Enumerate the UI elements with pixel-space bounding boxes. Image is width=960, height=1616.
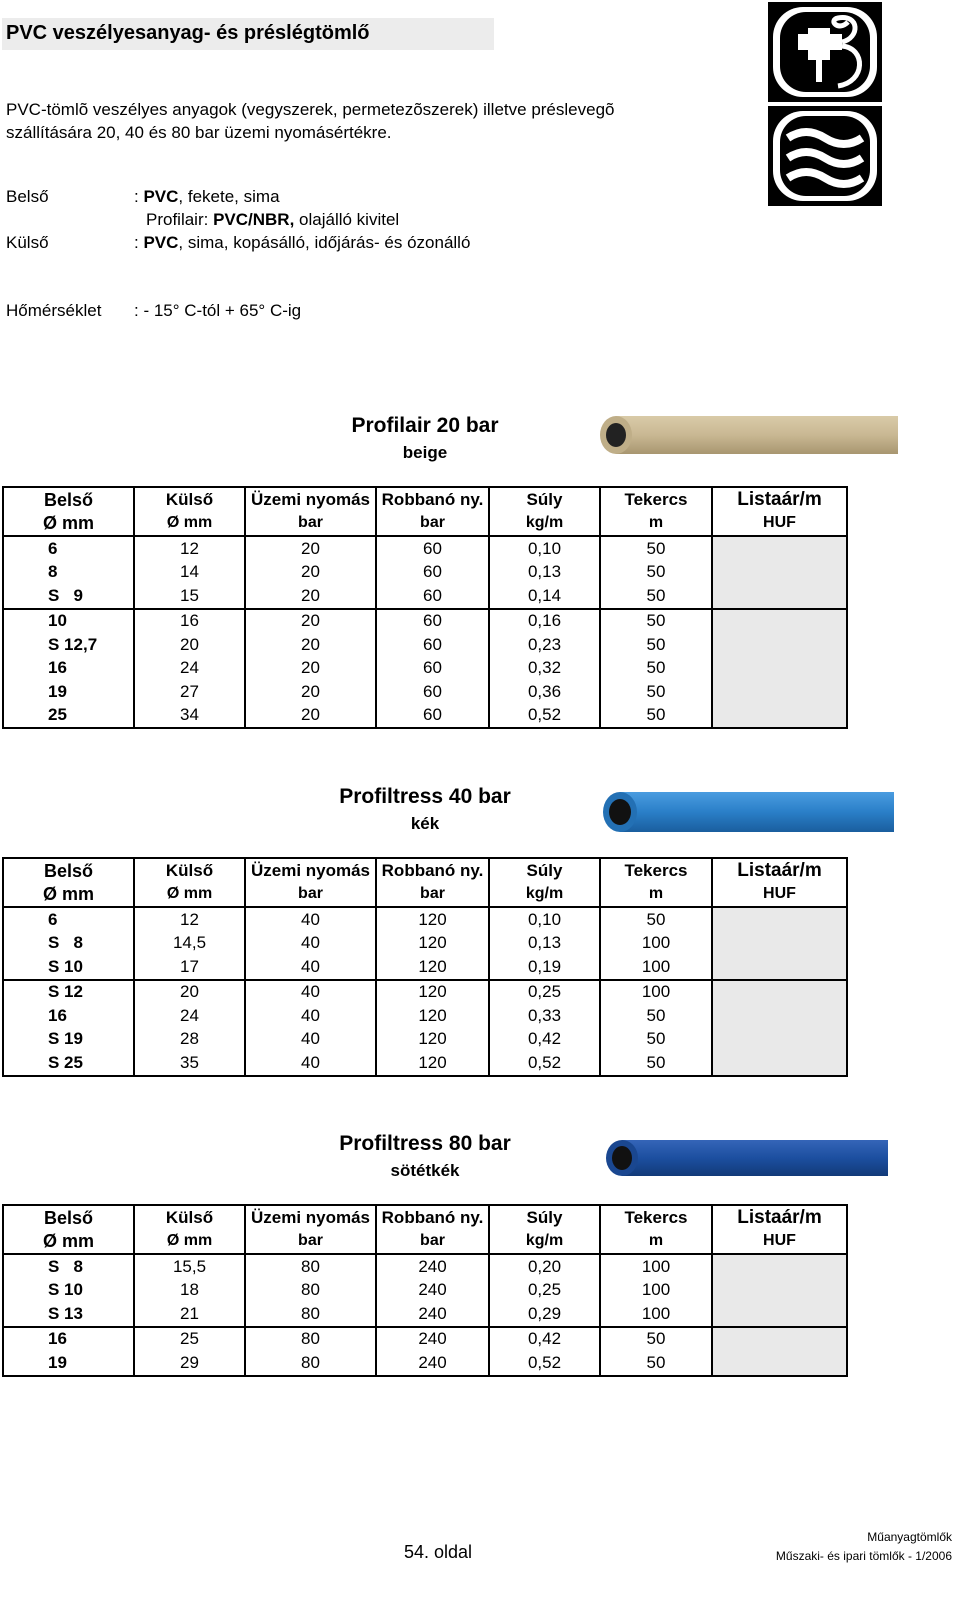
dark-blue-hose-image [602,1136,888,1180]
blue-hose-image [600,788,894,836]
inner-diameter-cell: 25 [3,704,134,729]
inner-diameter-cell: 19 [3,1351,134,1376]
table-cell: 0,13 [489,932,600,956]
table-header-cell: m [600,1230,712,1255]
section-1-table [2,486,848,729]
table-cell: 100 [600,980,712,1005]
table-cell: 40 [245,980,376,1005]
table-header-cell: Ø mm [134,1230,245,1255]
price-cell [712,633,847,657]
table-cell: 50 [600,536,712,561]
table-cell: 17 [180,956,199,976]
table-cell: 120 [376,1004,489,1028]
table-header-row [3,1205,847,1230]
footer-catalog: Műszaki- és ipari tömlők - 1/2006 [775,1549,952,1563]
table-header-cell: kg/m [489,1230,600,1255]
table-cell: 40 [245,1051,376,1076]
table-cell: 100 [600,1302,712,1327]
table-header-cell: Tekercs [600,487,712,512]
inner-diameter-cell: S 12 [3,980,134,1005]
inner-diameter-cell: 16 [3,657,134,681]
table-cell: 60 [376,584,489,609]
water-waves-icon [768,106,882,206]
profilair-spec [146,210,399,230]
profilair-material: PVC/NBR, [213,210,295,229]
table-header-cell: Belső [3,487,134,512]
page-number: 54. oldal [404,1542,473,1562]
price-cell [712,1028,847,1052]
table-cell: 20 [134,980,245,1005]
table-cell: 80 [245,1327,376,1352]
table-cell: 0,52 [489,1351,600,1376]
table-cell: 28 [180,1029,199,1049]
table-header-cell: Külső [134,1205,245,1230]
table-header-cell: Listaár/m [712,487,847,512]
inner-diameter-cell: 19 [3,680,134,704]
table-cell: 120 [376,980,489,1005]
table-cell: 40 [245,1004,376,1028]
table-header-cell: Listaár/m [712,1205,847,1230]
table-cell: 14,5 [172,933,207,953]
table-cell: 50 [600,1351,712,1376]
section-2-subtitle: kék [410,814,440,833]
inner-diameter-cell: S 25 [3,1051,134,1076]
table-cell: 60 [376,633,489,657]
price-cell [712,657,847,681]
inner-label: Belső [6,187,49,206]
price-cell [712,907,847,932]
table-header-row [3,512,847,537]
table-cell: 20 [245,584,376,609]
inner-rest: , fekete, sima [178,187,280,206]
table-cell: 14 [180,562,199,582]
table-header-cell: Belső [3,1205,134,1230]
section-2-title: Profiltress 40 bar [339,785,511,808]
table-header-cell: Külső [134,858,245,883]
table-cell: 0,33 [489,1004,600,1028]
temperature-label: Hőmérséklet [6,301,102,320]
table-header-cell: kg/m [489,883,600,908]
table-header-cell: Üzemi nyomás [245,487,376,512]
table-cell: 25 [134,1327,245,1352]
table-cell: 20 [245,680,376,704]
table-header-cell: Robbanó ny. [376,487,489,512]
table-header-cell: HUF [712,1230,847,1255]
inner-diameter-cell: 16 [3,1004,134,1028]
table-cell: 50 [600,1028,712,1052]
price-cell [712,609,847,634]
table-cell: 240 [376,1254,489,1279]
price-cell [712,1051,847,1076]
table-row [3,704,847,729]
price-cell [712,955,847,980]
table-header-row [3,883,847,908]
table-cell: 0,42 [489,1327,600,1352]
inner-diameter-cell: 16 [3,1327,134,1352]
inner-spec [134,187,280,207]
table-header-cell: Ø mm [3,1230,134,1255]
table-cell: 60 [376,536,489,561]
table-row [3,1004,847,1028]
intro-line-1: PVC-tömlõ veszélyes anyagok (vegyszerek, permetezõszerek) illetve préslevegõ [6,100,615,119]
table-cell: 21 [180,1303,199,1323]
table-row [3,633,847,657]
table-cell: 24 [180,1005,199,1025]
section-3-table [2,1204,848,1377]
table-cell: 50 [600,680,712,704]
table-cell: 0,14 [489,584,600,609]
table-cell: 20 [245,561,376,585]
section-1-title: Profilair 20 bar [351,414,499,437]
table-cell: 0,29 [489,1302,600,1327]
table-header-cell: HUF [712,512,847,537]
table-cell: 20 [180,634,199,654]
table-row [3,680,847,704]
price-cell [712,680,847,704]
table-cell: 0,20 [489,1254,600,1279]
table-cell: 35 [134,1051,245,1076]
table-cell: 18 [180,1280,199,1300]
section-3-subtitle: sötétkék [390,1161,460,1180]
outer-label: Külső [6,233,49,252]
table-row [3,1028,847,1052]
table-cell: 16 [134,609,245,634]
table-header-cell: bar [245,883,376,908]
table-cell: 0,52 [489,1051,600,1076]
inner-diameter-cell: S 13 [3,1302,134,1327]
table-cell: 50 [600,609,712,634]
inner-material: PVC [143,187,179,206]
temperature-value: : - 15° C-tól + 65° C-ig [134,301,302,320]
table-cell: 50 [600,1327,712,1352]
table-cell: 0,19 [489,955,600,980]
table-header-cell: Súly [489,858,600,883]
table-cell: 240 [376,1327,489,1352]
price-cell [712,561,847,585]
table-row [3,955,847,980]
table-cell: 0,10 [489,907,600,932]
table-cell: 50 [600,561,712,585]
table-cell: 240 [376,1351,489,1376]
table-cell: 120 [376,1028,489,1052]
inner-diameter-cell: 6 [3,536,134,561]
inner-prefix: : [134,187,144,206]
table-cell: 20 [245,633,376,657]
table-cell: 80 [245,1254,376,1279]
inner-diameter-cell: 10 [3,609,134,634]
table-cell: 60 [376,704,489,729]
table-cell: 0,10 [489,536,600,561]
beige-hose-image [596,412,898,458]
price-cell [712,1351,847,1376]
table-row [3,932,847,956]
table-row [3,1302,847,1327]
table-header-cell: Ø mm [3,512,134,537]
table-row [3,1254,847,1279]
table-header-cell: m [600,512,712,537]
table-row [3,536,847,561]
table-cell: 50 [600,1051,712,1076]
table-header-cell: kg/m [489,512,600,537]
table-cell: 0,25 [489,980,600,1005]
section-1-subtitle: beige [402,443,448,462]
table-row [3,980,847,1005]
table-cell: 100 [600,1254,712,1279]
table-cell: 12 [180,909,199,929]
table-cell: 120 [376,955,489,980]
table-header-cell: Listaár/m [712,858,847,883]
table-row [3,657,847,681]
table-cell: 20 [245,609,376,634]
table-cell: 120 [376,907,489,932]
table-row [3,1051,847,1076]
section-3-title: Profiltress 80 bar [339,1132,511,1155]
table-cell: 29 [134,1351,245,1376]
inner-diameter-cell: S 9 [3,584,134,609]
table-cell: 60 [376,609,489,634]
table-header-cell: Ø mm [134,883,245,908]
table-cell: 50 [600,1004,712,1028]
inner-diameter-cell: S 10 [3,1279,134,1303]
table-cell: 60 [376,657,489,681]
price-cell [712,1279,847,1303]
inner-diameter-cell: 8 [3,561,134,585]
table-header-cell: Súly [489,1205,600,1230]
price-cell [712,1327,847,1352]
table-cell: 60 [376,680,489,704]
table-header-cell: Ø mm [3,883,134,908]
table-cell: 15,5 [172,1256,207,1276]
table-cell: 27 [180,681,199,701]
table-cell: 34 [134,704,245,729]
footer-category: Műanyagtömlők [867,1530,952,1544]
table-cell: 40 [245,1028,376,1052]
table-header-row [3,1230,847,1255]
table-cell: 50 [600,633,712,657]
price-cell [712,536,847,561]
table-header-cell: Belső [3,858,134,883]
inner-diameter-cell: S 19 [3,1028,134,1052]
table-cell: 15 [180,585,199,605]
table-header-cell: Tekercs [600,858,712,883]
table-header-cell: bar [376,1230,489,1255]
table-header-cell: Külső [134,487,245,512]
inner-diameter-cell: S 12,7 [3,633,134,657]
table-cell: 100 [600,955,712,980]
table-row [3,584,847,609]
table-header-cell: Üzemi nyomás [245,1205,376,1230]
table-header-cell: Robbanó ny. [376,1205,489,1230]
section-2-table [2,857,848,1077]
outer-prefix: : [134,233,144,252]
table-header-cell: m [600,883,712,908]
outer-spec [134,233,470,253]
table-cell: 80 [245,1279,376,1303]
table-header-cell: HUF [712,883,847,908]
outer-rest: , sima, kopásálló, időjárás- és ózonálló [178,233,471,252]
price-cell [712,584,847,609]
table-cell: 80 [245,1302,376,1327]
table-header-cell: Tekercs [600,1205,712,1230]
table-cell: 240 [376,1279,489,1303]
table-cell: 50 [600,657,712,681]
table-cell: 50 [600,907,712,932]
table-header-cell: Robbanó ny. [376,858,489,883]
table-cell: 12 [180,538,199,558]
table-row [3,907,847,932]
table-cell: 0,23 [489,633,600,657]
table-row [3,609,847,634]
table-row [3,1279,847,1303]
table-cell: 240 [376,1302,489,1327]
profilair-prefix: Profilair: [146,210,214,229]
table-cell: 0,36 [489,680,600,704]
tool-hose-icon [768,2,882,102]
table-header-cell: bar [245,512,376,537]
inner-diameter-cell: S 8 [3,932,134,956]
table-cell: 20 [245,657,376,681]
table-cell: 80 [245,1351,376,1376]
table-header-row [3,858,847,883]
price-cell [712,1254,847,1279]
table-row [3,1327,847,1352]
table-cell: 60 [376,561,489,585]
table-header-cell: Üzemi nyomás [245,858,376,883]
table-cell: 100 [600,1279,712,1303]
outer-material: PVC [143,233,179,252]
table-header-cell: bar [245,1230,376,1255]
table-header-cell: Súly [489,487,600,512]
table-cell: 0,25 [489,1279,600,1303]
table-header-row [3,487,847,512]
price-cell [712,932,847,956]
profilair-rest: olajálló kivitel [294,210,400,229]
table-cell: 20 [245,536,376,561]
table-cell: 0,13 [489,561,600,585]
table-cell: 120 [376,1051,489,1076]
table-cell: 0,32 [489,657,600,681]
table-cell: 0,42 [489,1028,600,1052]
table-cell: 50 [600,584,712,609]
inner-diameter-cell: S 10 [3,955,134,980]
table-cell: 40 [245,907,376,932]
table-cell: 0,16 [489,609,600,634]
price-cell [712,704,847,729]
table-header-cell: Ø mm [134,512,245,537]
table-cell: 24 [180,658,199,678]
price-cell [712,980,847,1005]
price-cell [712,1302,847,1327]
inner-diameter-cell: 6 [3,907,134,932]
intro-text [6,98,726,144]
table-cell: 20 [245,704,376,729]
table-header-cell: bar [376,512,489,537]
page-title: PVC veszélyesanyag- és préslégtömlő [6,22,370,44]
table-row [3,1351,847,1376]
price-cell [712,1004,847,1028]
table-cell: 40 [245,955,376,980]
intro-line-2: szállítására 20, 40 és 80 bar üzemi nyomásértékre. [6,123,392,142]
table-cell: 120 [376,932,489,956]
table-row [3,561,847,585]
table-header-cell: bar [376,883,489,908]
table-cell: 100 [600,932,712,956]
inner-diameter-cell: S 8 [3,1254,134,1279]
table-cell: 0,52 [489,704,600,729]
table-cell: 50 [600,704,712,729]
table-cell: 40 [245,932,376,956]
